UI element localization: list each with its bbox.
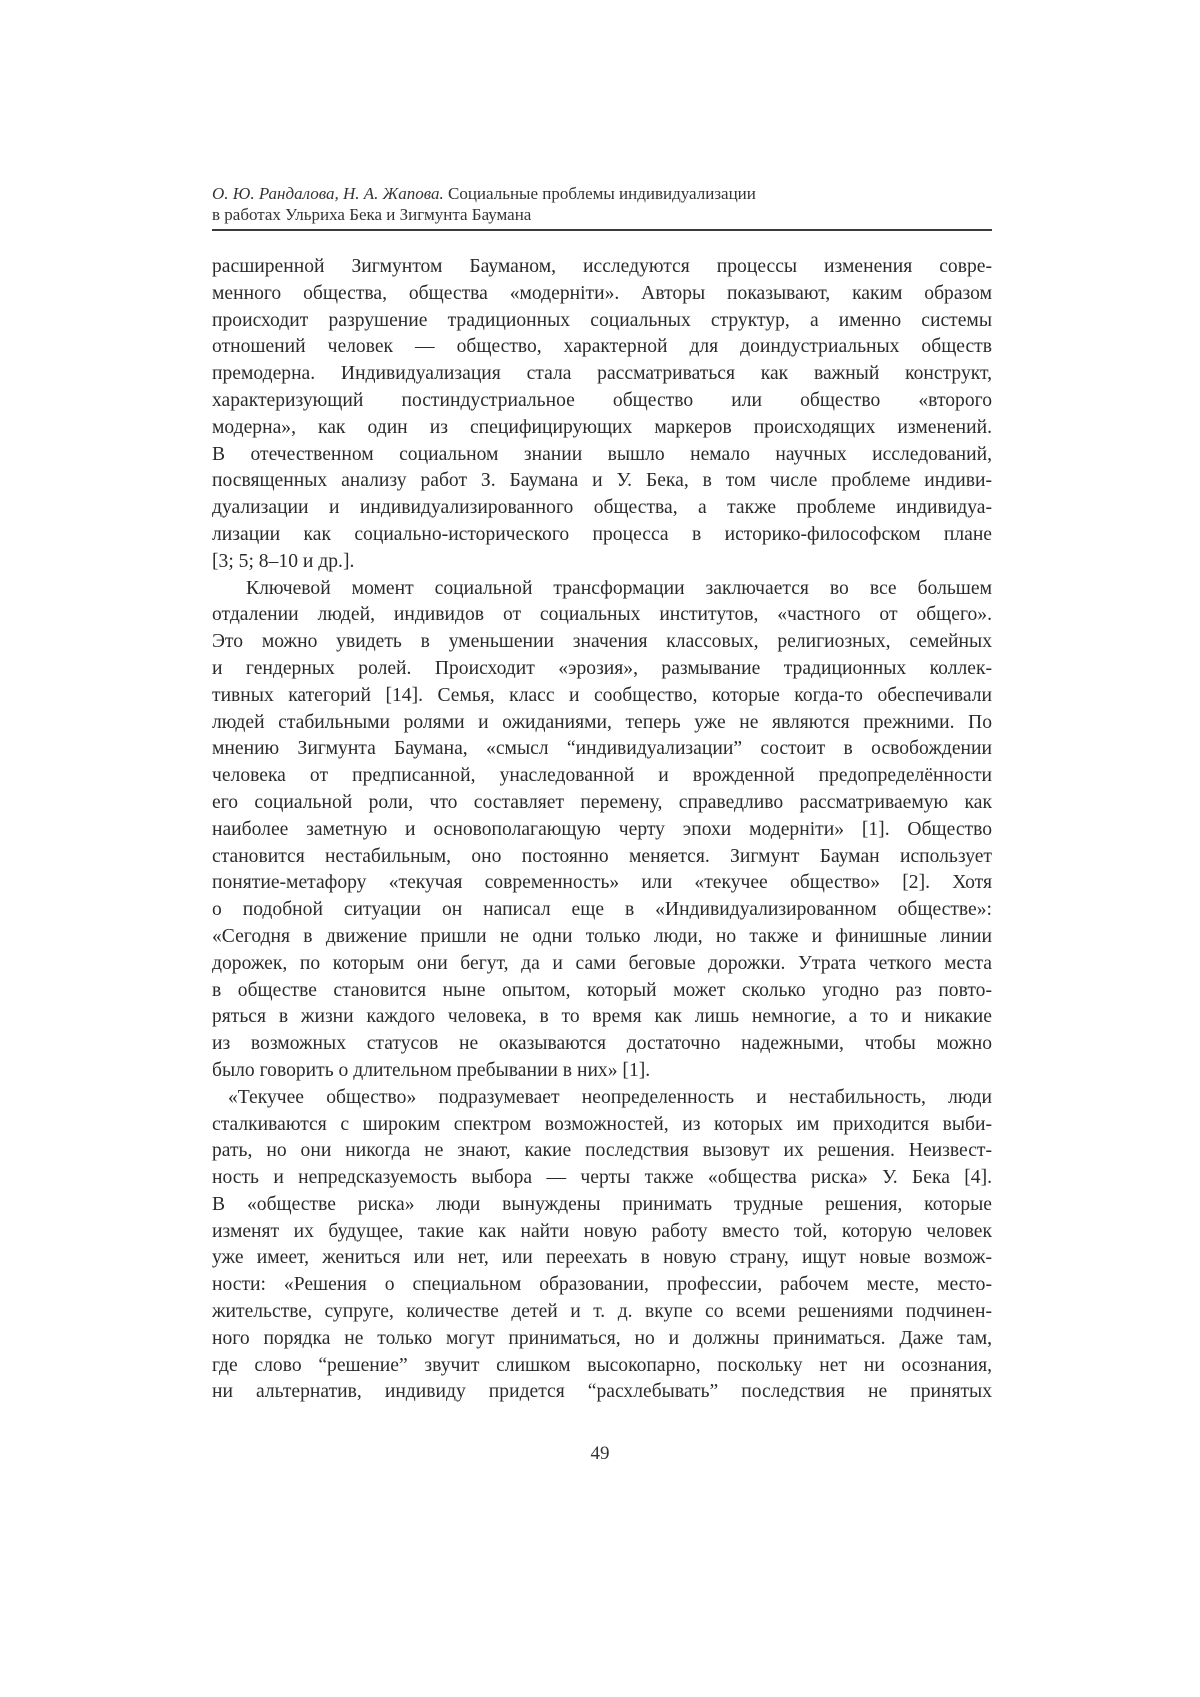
paragraph-1	[212, 254, 992, 576]
text-line: сталкиваются с широким спектром возможностей, из которых им приходится выби-	[212, 1112, 992, 1139]
text-line: модерна», как один из специфицирующих маркеров происходящих изменений.	[212, 415, 992, 442]
text-line: ного порядка не только могут приниматься, но и должны приниматься. Даже там,	[212, 1326, 992, 1353]
text-line: премодерна. Индивидуализация стала рассматриваться как важный конструкт,	[212, 361, 992, 388]
text-line: характеризующий постиндустриальное общество или общество «второго	[212, 388, 992, 415]
text-line: понятие-метафору «текучая современность» или «текучее общество» [2]. Хотя	[212, 870, 992, 897]
text-line: было говорить о длительном пребывании в них» [1].	[212, 1058, 992, 1085]
text-line: ности: «Решения о специальном образовании, профессии, рабочем месте, место-	[212, 1272, 992, 1299]
text-line: менного общества, общества «модерніти». Авторы показывают, каким образом	[212, 281, 992, 308]
text-line: лизации как социально-исторического процесса в историко-философском плане	[212, 522, 992, 549]
text-line: отдалении людей, индивидов от социальных институтов, «частного от общего».	[212, 602, 992, 629]
text-line: «Текучее общество» подразумевает неопределенность и нестабильность, люди	[212, 1085, 992, 1112]
text-line: Это можно увидеть в уменьшении значения классовых, религиозных, семейных	[212, 629, 992, 656]
header-line-1	[212, 183, 992, 204]
header-title-part-2: в работах Ульриха Бека и Зигмунта Баумана	[212, 204, 992, 225]
header-rule	[212, 229, 992, 231]
text-line: [3; 5; 8–10 и др.].	[212, 549, 992, 576]
text-line: ность и непредсказуемость выбора — черты также «общества риска» У. Бека [4].	[212, 1165, 992, 1192]
text-line: становится нестабильным, оно постоянно меняется. Зигмунт Бауман использует	[212, 844, 992, 871]
text-line: дорожек, по которым они бегут, да и сами беговые дорожки. Утрата четкого места	[212, 951, 992, 978]
text-line: его социальной роли, что составляет перемену, справедливо рассматриваемую как	[212, 790, 992, 817]
text-line: В отечественном социальном знании вышло немало научных исследований,	[212, 442, 992, 469]
header-authors: О. Ю. Рандалова, Н. А. Жапова.	[212, 184, 444, 203]
text-line: В «обществе риска» люди вынуждены принимать трудные решения, которые	[212, 1192, 992, 1219]
text-line: рать, но они никогда не знают, какие последствия вызовут их решения. Неизвест-	[212, 1138, 992, 1165]
text-line: «Сегодня в движение пришли не одни только люди, но также и финишные линии	[212, 924, 992, 951]
text-line: где слово “решение” звучит слишком высокопарно, поскольку нет ни осознания,	[212, 1353, 992, 1380]
text-line: наиболее заметную и основополагающую черту эпохи модерніти» [1]. Общество	[212, 817, 992, 844]
text-line: расширенной Зигмунтом Бауманом, исследуются процессы изменения совре-	[212, 254, 992, 281]
text-line: мнению Зигмунта Баумана, «смысл “индивидуализации” состоит в освобождении	[212, 736, 992, 763]
header-title-part-1: Социальные проблемы индивидуализации	[444, 184, 756, 203]
text-line: изменят их будущее, такие как найти новую работу вместо той, которую человек	[212, 1219, 992, 1246]
document-page	[0, 0, 1200, 1697]
text-line: человека от предписанной, унаследованной и врожденной предопределённости	[212, 763, 992, 790]
text-line: из возможных статусов не оказываются достаточно надежными, чтобы можно	[212, 1031, 992, 1058]
text-line: уже имеет, жениться или нет, или переехать в новую страну, ищут новые возмож-	[212, 1245, 992, 1272]
text-line: о подобной ситуации он написал еще в «Индивидуализированном обществе»:	[212, 897, 992, 924]
text-line: дуализации и индивидуализированного общества, а также проблеме индивидуа-	[212, 495, 992, 522]
text-line: людей стабильными ролями и ожиданиями, теперь уже не являются прежними. По	[212, 710, 992, 737]
text-line: ряться в жизни каждого человека, в то время как лишь немногие, а то и никакие	[212, 1004, 992, 1031]
paragraph-2	[212, 576, 992, 1085]
text-line: ни альтернатив, индивиду придется “расхлебывать” последствия не принятых	[212, 1379, 992, 1406]
text-line: отношений человек — общество, характерной для доиндустриальных обществ	[212, 334, 992, 361]
running-header	[212, 183, 992, 225]
text-line: жительстве, супруге, количестве детей и т. д. вкупе со всеми решениями подчинен-	[212, 1299, 992, 1326]
page-number: 49	[0, 1443, 1200, 1465]
text-line: и гендерных ролей. Происходит «эрозия», размывание традиционных коллек-	[212, 656, 992, 683]
paragraph-3	[212, 1085, 992, 1407]
text-line: в обществе становится ныне опытом, который может сколько угодно раз повто-	[212, 978, 992, 1005]
text-line: происходит разрушение традиционных социальных структур, а именно системы	[212, 308, 992, 335]
text-line: посвященных анализу работ З. Баумана и У. Бека, в том числе проблеме индиви-	[212, 468, 992, 495]
text-line: Ключевой момент социальной трансформации заключается во все большем	[212, 576, 992, 603]
text-line: тивных категорий [14]. Семья, класс и сообщество, которые когда-то обеспечивали	[212, 683, 992, 710]
body-text	[212, 254, 992, 1406]
